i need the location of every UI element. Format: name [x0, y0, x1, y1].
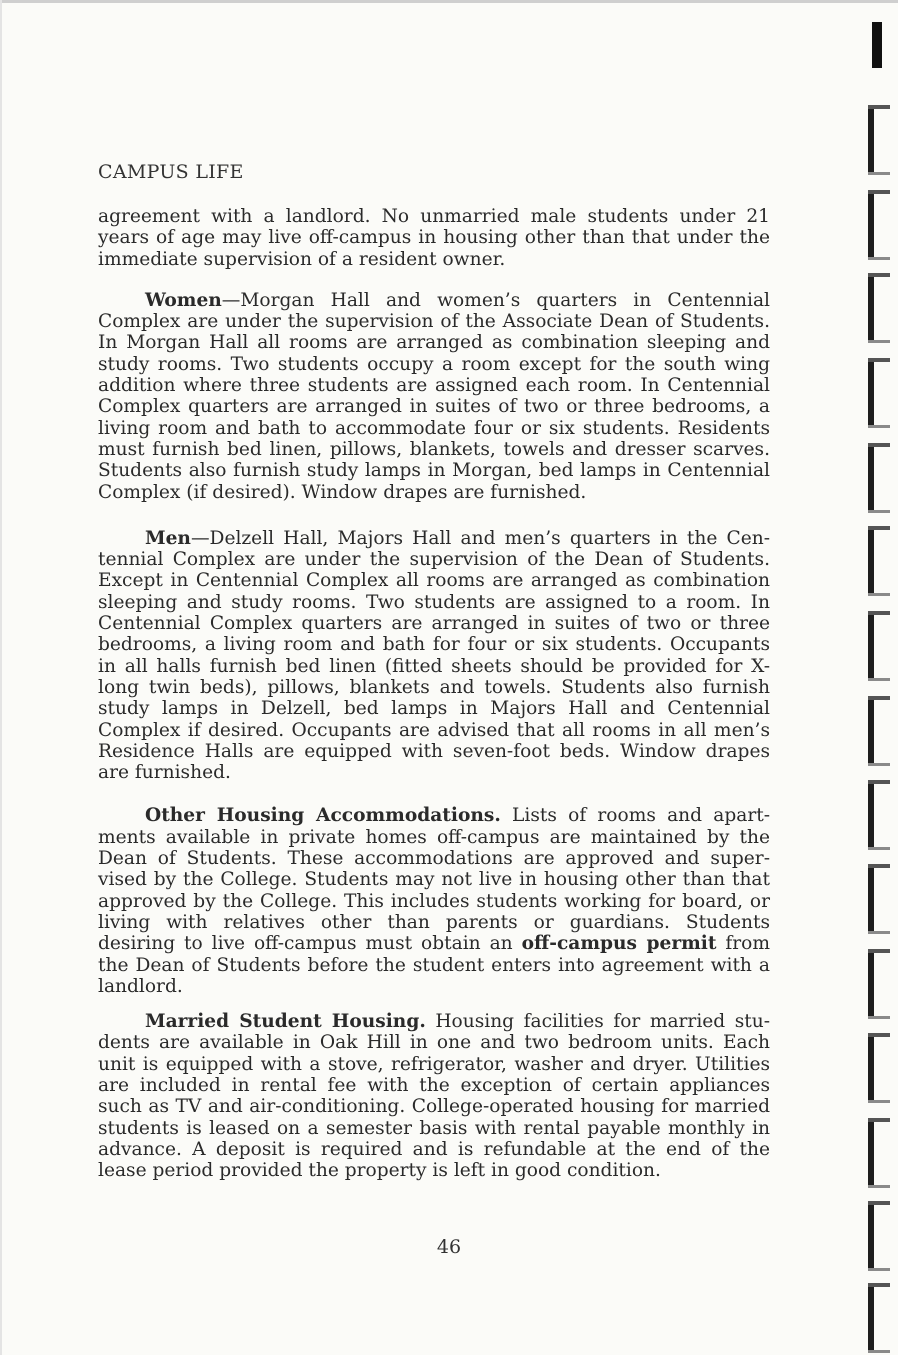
binder-tab-mark — [868, 1283, 898, 1353]
binder-tab-mark — [868, 358, 898, 428]
other-housing-text-2: from the Dean of Students before the student enters into agreement with a landlord. — [98, 933, 770, 997]
binder-tab-mark — [868, 864, 898, 934]
paragraph-women — [98, 290, 770, 503]
binder-tab-mark — [868, 443, 898, 513]
binder-tab-mark — [868, 611, 898, 681]
binder-tab-mark — [868, 1118, 898, 1188]
other-housing-text-1: Lists of rooms and apartments available in private homes off-campus are maintained by the Dean of Students. These accommodations are approved and supervised by the College. Students may not live in housing other than that approved by the College. This includes students working for board, or living with relatives other than parents or guardians. Students desiring to live off-campus must obtain an — [98, 805, 771, 955]
paragraph-married-housing — [98, 1011, 770, 1181]
binder-tab-mark — [868, 105, 898, 175]
binder-tab-mark — [868, 780, 898, 850]
binder-tab-mark — [868, 526, 898, 596]
binder-tab-mark — [868, 1201, 898, 1271]
page-body — [98, 206, 770, 1201]
binder-tab-mark — [872, 22, 898, 68]
binder-tab-mark — [868, 1033, 898, 1103]
women-text: —Morgan Hall and women’s quarters in Centennial Complex are under the supervision of the Associate Dean of Students. In Morgan Hall all rooms are arranged as combination sleeping and study rooms. Two students occupy a room except for the south wing addition where three students are assigned each room. In Centennial Complex quarters are arranged in suites of two or three bedrooms, a living room and bath to accommodate four or six students. Residents must furnish bed linen, pillows, blankets, towels and dresser scarves. Students also furnish study lamps in Morgan, bed lamps in Centennial Complex (if desired). Window drapes are furnished. — [98, 289, 770, 503]
page-number: 46 — [436, 1236, 462, 1258]
heading-women: Women — [145, 289, 222, 311]
running-head: CAMPUS LIFE — [98, 161, 244, 183]
page-left-edge — [0, 0, 2, 1355]
binder-tab-mark — [868, 949, 898, 1019]
heading-men: Men — [145, 527, 191, 549]
paragraph-men — [98, 528, 770, 784]
binder-tab-mark — [868, 273, 898, 343]
binder-tab-mark — [868, 696, 898, 766]
off-campus-permit-term: off-campus permit — [521, 933, 717, 955]
paragraph-other-housing — [98, 805, 770, 997]
paragraph-intro: agreement with a landlord. No unmarried male students under 21 years of age may live off-campus in housing other than that under the immediate supervision of a resident owner. — [98, 206, 770, 270]
heading-other-housing: Other Housing Accommodations. — [145, 805, 501, 827]
page-top-rule — [0, 0, 898, 3]
heading-married-housing: Married Student Housing. — [145, 1011, 426, 1033]
men-text: —Delzell Hall, Majors Hall and men’s quarters in the Centennial Complex are under the supervision of the Dean of Students. Except in Centennial Complex all rooms are arranged as combination sleeping and study rooms. Two students are assigned to a room. In Centennial Complex quarters are arranged in suites of two or three bedrooms, a living room and bath for four or six students. Occupants in all halls furnish bed linen (fitted sheets should be provided for X-long twin beds), pillows, blankets and towels. Students also furnish study lamps in Delzell, bed lamps in Majors Hall and Centennial Complex if desired. Occupants are advised that all rooms in all men’s Residence Halls are equipped with seven-foot beds. Window drapes are furnished. — [98, 527, 770, 784]
binder-tab-mark — [868, 190, 898, 260]
married-housing-text: Housing facilities for married students are available in Oak Hill in one and two bedroom units. Each unit is equipped with a stove, refrigerator, washer and dryer. Utilities are included in rental fee with the exception of certain appliances such as TV and air-conditioning. College-operated housing for married students is leased on a semester basis with rental payable monthly in advance. A deposit is required and is refundable at the end of the lease period provided the property is left in good condition. — [98, 1011, 770, 1182]
